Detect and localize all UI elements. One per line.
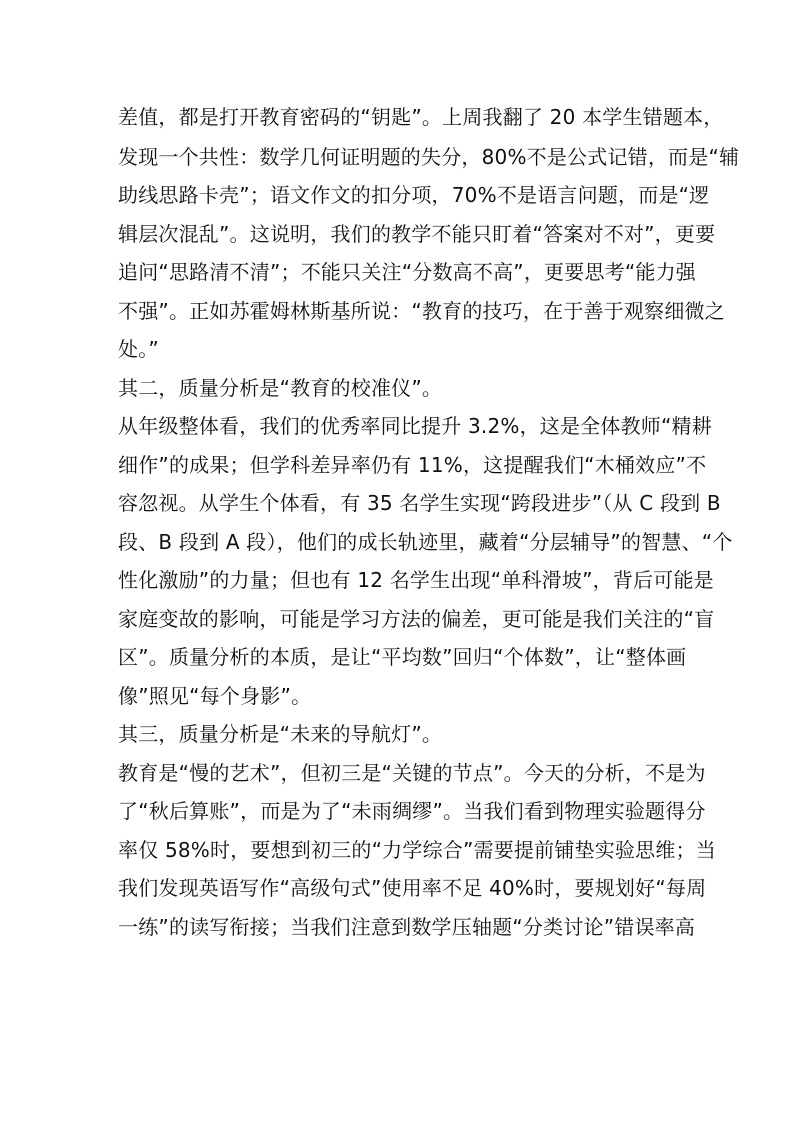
text-line: 辑层次混乱”。这说明，我们的教学不能只盯着“答案对不对”，更要	[118, 222, 716, 246]
text-line: 我们发现英语写作“高级句式”使用率不足 40%时，要规划好“每周	[118, 876, 707, 900]
text-line: 教育是“慢的艺术”，但初三是“关键的节点”。今天的分析，不是为	[118, 761, 706, 785]
text-line: 了“秋后算账”，而是为了“未雨绸缪”。当我们看到物理实验题得分	[118, 799, 706, 823]
text-line: 一练”的读写衔接；当我们注意到数学压轴题“分类讨论”错误率高	[118, 915, 696, 939]
text-line: 率仅 58%时，要想到初三的“力学综合”需要提前铺垫实验思维；当	[118, 838, 716, 862]
section-heading: 其二，质量分析是“教育的校准仪”。	[118, 376, 443, 400]
text-line: 容忽视。从学生个体看，有 35 名学生实现“跨段进步”（从 C 段到 B	[118, 491, 721, 515]
text-line: 从年级整体看，我们的优秀率同比提升 3.2%，这是全体教师“精耕	[118, 414, 712, 438]
text-line: 追问“思路清不清”；不能只关注“分数高不高”，更要思考“能力强	[118, 260, 697, 284]
text-line: 不强”。正如苏霍姆林斯基所说：“教育的技巧，在于善于观察细微之	[118, 299, 725, 323]
text-line: 家庭变故的影响，可能是学习方法的偏差，更可能是我们关注的“盲	[118, 607, 715, 631]
text-line: 发现一个共性：数学几何证明题的失分，80%不是公式记错，而是“辅	[118, 145, 740, 169]
text-line: 段、B 段到 A 段），他们的成长轨迹里，藏着“分层辅导”的智慧、“个	[118, 530, 733, 554]
text-line: 差值，都是打开教育密码的“钥匙”。上周我翻了 20 本学生错题本，	[118, 105, 724, 129]
text-line: 处。”	[118, 337, 159, 361]
text-line: 性化激励”的力量；但也有 12 名学生出现“单科滑坡”，背后可能是	[118, 568, 714, 592]
text-line: 像”照见“每个身影”。	[118, 684, 312, 708]
section-heading: 其三，质量分析是“未来的导航灯”。	[118, 722, 443, 746]
text-line: 区”。质量分析的本质，是让“平均数”回归“个体数”，让“整体画	[118, 645, 687, 669]
text-line: 细作”的成果；但学科差异率仍有 11%，这提醒我们“木桶效应”不	[118, 453, 707, 477]
text-line: 助线思路卡壳”；语文作文的扣分项，70%不是语言问题，而是“逻	[118, 183, 710, 207]
